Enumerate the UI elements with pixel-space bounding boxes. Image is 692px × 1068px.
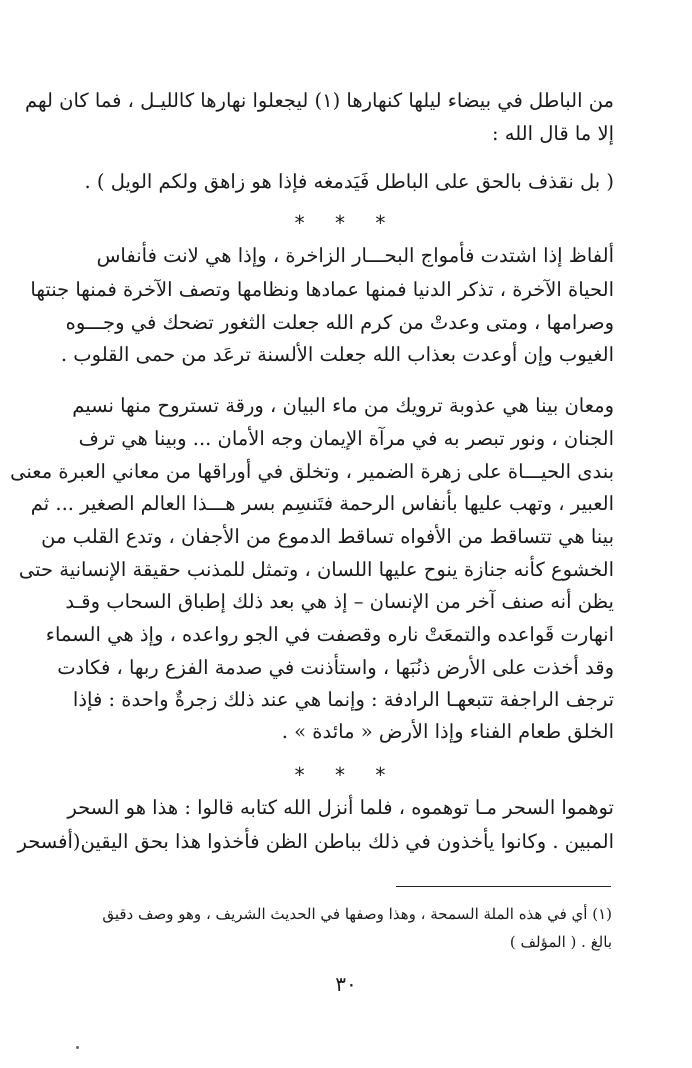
page-number: ٣٠ [335, 972, 357, 996]
text-line: العبير ، وتهب عليها بأنفاس الرحمة فتَنسِم بسر هـــذا العالم الصغير ... ثم [30, 492, 614, 515]
text-line: توهموا السحر مـا توهموه ، فلما أنزل الله كتابه قالوا : هذا هو السحر [67, 796, 614, 819]
text-line: وصرامها ، ومتى وعدتْ من كرم الله جعلت الثغور تضحك في وجـــوه [65, 311, 614, 334]
text-line: الحياة الآخرة ، تذكر الدنيا فمنها عمادها ونظامها وتصف الآخرة فمنها جنتها [30, 278, 614, 301]
text-line: انهارت قَواعده والتمعَتْ ناره وقصفت في الجو رواعده ، وإذ هي السماء [45, 623, 614, 646]
text-line: من الباطل في بيضاء ليلها كنهارها (١) ليجعلوا نهارها كالليـل ، فما كان لهم [25, 89, 614, 112]
text-line: إلا ما قال الله : [492, 122, 614, 145]
section-separator: * * * [294, 211, 398, 235]
text-line: ترجف الراجفة تتبعهـا الرادفة : وإنما هي عند ذلك زجرةٌ واحدة : فإذا [72, 688, 614, 711]
text-line: بندى الحيـــاة على زهرة الضمير ، وتخلق في أوراقها من معاني العبرة معنى [10, 460, 614, 483]
text-line: الغيوب وإن أوعدت بعذاب الله جعلت الألسنة ترعَد من حمى القلوب . [60, 343, 614, 366]
text-line: الجنان ، ونور تبصر به في مرآة الإيمان وجه الأمان ... وبينا هي ترف [78, 427, 614, 450]
text-line: ومعان بينا هي عذوبة ترويك من ماء البيان ، ورقة تستروح منها نسيم [72, 394, 614, 417]
text-line: بينا هي تتساقط من الأفواه تساقط الدموع من الأجفان ، وتدع القلب من [41, 525, 614, 548]
text-line: المبين . وكانوا يأخذون في ذلك بباطن الظن فأخذوا هذا بحق اليقين(أفسحر [17, 830, 614, 853]
footnote-line: (١) أي في هذه الملة السمحة ، وهذا وصفها في الحديث الشريف ، وهو وصف دقيق [102, 905, 612, 923]
text-line: ألفاظ إذا اشتدت فأمواج البحـــار الزاخرة ، وإذا هي لانت فأنفاس [96, 244, 614, 267]
section-separator: * * * [294, 763, 398, 787]
text-line: الخلق طعام الفناء وإذا الأرض « مائدة » . [281, 720, 614, 743]
text-line: وقد أخذت على الأرض ذنُبَها ، واستأذنت في صدمة الفزع ربها ، فكادت [57, 656, 614, 679]
text-line: الخشوع كأنه جنازة ينوح عليها اللسان ، وتمثل للمذنب حقيقة الإنسانية حتى [18, 558, 614, 581]
quran-quote: ( بل نقذف بالحق على الباطل فَيَدمغه فإذا هو زاهق ولكم الويل ) . [84, 170, 614, 193]
footnote-divider [396, 886, 611, 887]
scan-speck [76, 1046, 79, 1049]
text-line: يظن أنه صنف آخر من الإنسان – إذ هي بعد ذلك إطباق السحاب وقـد [65, 590, 614, 613]
footnote-line: بالغ . ( المؤلف ) [509, 933, 612, 951]
